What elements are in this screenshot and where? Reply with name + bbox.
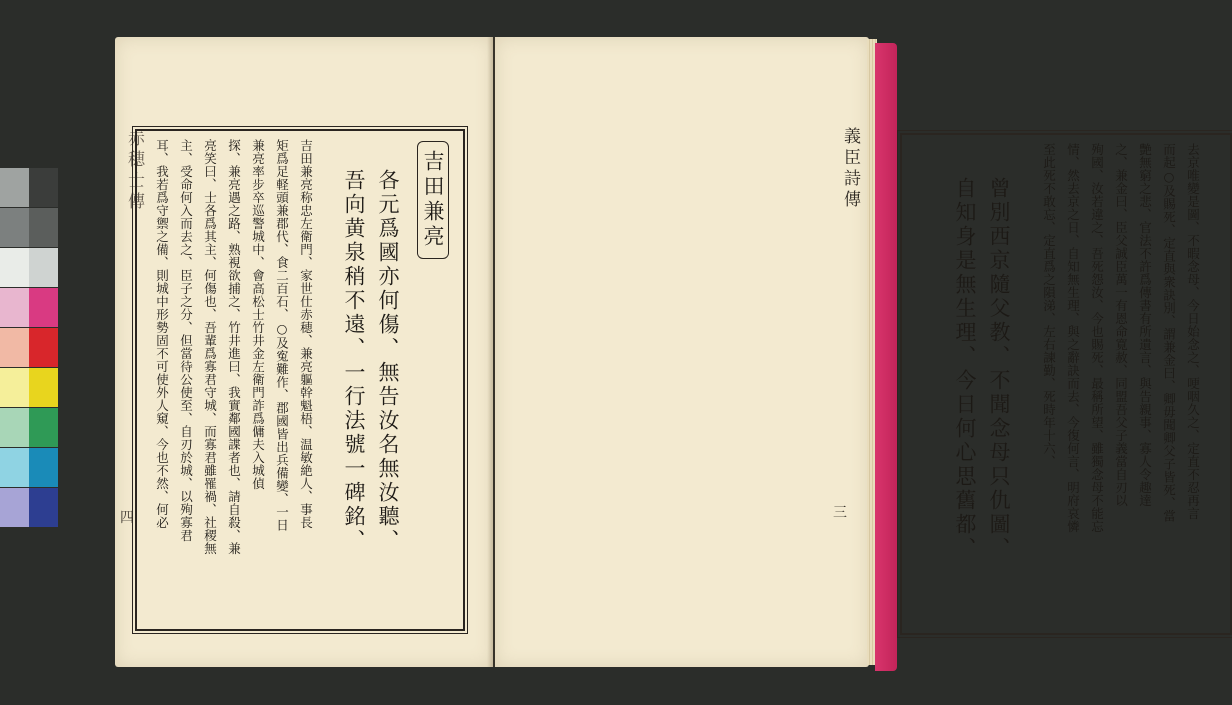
color-swatch (29, 368, 58, 407)
right-poem-line: 自知身是無生理、今日何心思舊都、 (953, 177, 977, 561)
color-swatch (29, 208, 58, 247)
left-prose-column: 兼亮率步卒巡警城中、會高松士竹井金左衛門詐爲傭夫入城偵 (250, 139, 266, 490)
right-prose-column: 去京唯變是圖、不暇念母、今日始念之、哽咽久之、定直不忍再言 (1185, 143, 1201, 520)
right-prose-column: 殉國、汝若違之、吾死怨汝、今也賜死、最稱所望、雖獨念母不能忘 (1089, 143, 1105, 533)
color-calibration-strip (0, 168, 58, 530)
color-swatch (29, 168, 58, 207)
left-poem-line: 吾向黄泉稍不遠、一行法號一碑銘、 (342, 169, 366, 553)
left-prose-column: 耳、我若爲守禦之備、則城中形勢固不可使外人窺、今也不然、何必 (154, 139, 170, 529)
right-prose-column: 情、然去京之日、自知無生理、與之辭訣而去、今復何言、明府哀憐 (1065, 143, 1081, 533)
left-page (115, 37, 493, 667)
right-margin-title: 義臣詩傳 (840, 127, 860, 211)
color-swatch (0, 488, 29, 527)
right-prose-column: 而起○及賜死、定直與衆訣別、謂兼金曰、卿毋聞卿父子皆死、當 (1161, 143, 1177, 523)
color-swatch (0, 368, 29, 407)
left-text-frame (135, 129, 465, 631)
left-prose-column: 矩爲足軽頭兼郡代、食二百石、○及寃難作、郡國皆出兵備變、一日 (274, 139, 290, 532)
color-swatch (0, 168, 29, 207)
right-prose-column: 至此死不敢忘、定直爲之隕涕、左右諫勤、死時年十六、 (1041, 143, 1057, 468)
left-prose-column: 探、兼亮遇之路、熟視欲捕之、竹井進曰、我實鄰國諜者也、請自殺、兼 (226, 139, 242, 555)
left-folio: 四 (120, 510, 134, 526)
open-book (115, 37, 1201, 669)
left-prose-column: 主、受命何入而去之、臣子之分、但當待公使至、自刃於城、以殉寡君 (178, 139, 194, 542)
color-swatch (0, 448, 29, 487)
right-prose-column: 艶無窮之悲、官法不許爲傳書有所遺言、與告親事、寡人令趣達 (1137, 143, 1153, 507)
color-swatch (0, 248, 29, 287)
left-poem-line: 各元爲國亦何傷、無告汝名無汝聽、 (376, 169, 400, 553)
color-swatch (29, 488, 58, 527)
color-swatch (29, 408, 58, 447)
left-section-title: 吉田兼亮 (417, 141, 449, 259)
color-swatch (29, 328, 58, 367)
color-swatch (0, 288, 29, 327)
color-swatch (29, 448, 58, 487)
left-prose-column: 吉田兼亮称忠左衛門、家世仕赤穂、兼亮軀幹魁梧、温敏絶人、事長 (298, 139, 314, 529)
right-page (495, 37, 1201, 667)
right-prose-column: 之、兼金曰、臣父誠臣萬一有恩命寛赦、同盟吾父子義當自刃以 (1113, 143, 1129, 507)
color-swatch (29, 288, 58, 327)
right-text-frame (900, 133, 1232, 635)
color-swatch (0, 328, 29, 367)
color-swatch (0, 208, 29, 247)
color-swatch (0, 408, 29, 447)
left-margin-title: 赤穂士傳 (124, 129, 144, 213)
right-folio: 三 (833, 505, 847, 521)
red-cover-edge (875, 43, 897, 671)
left-prose-column: 亮笑曰、士各爲其主、何傷也、吾輩爲寡君守城、而寡君雖罹禍、社稷無 (202, 139, 218, 555)
right-poem-line: 曾別西京隨父教、不聞念母只仇圖、 (987, 177, 1011, 561)
color-swatch (29, 248, 58, 287)
